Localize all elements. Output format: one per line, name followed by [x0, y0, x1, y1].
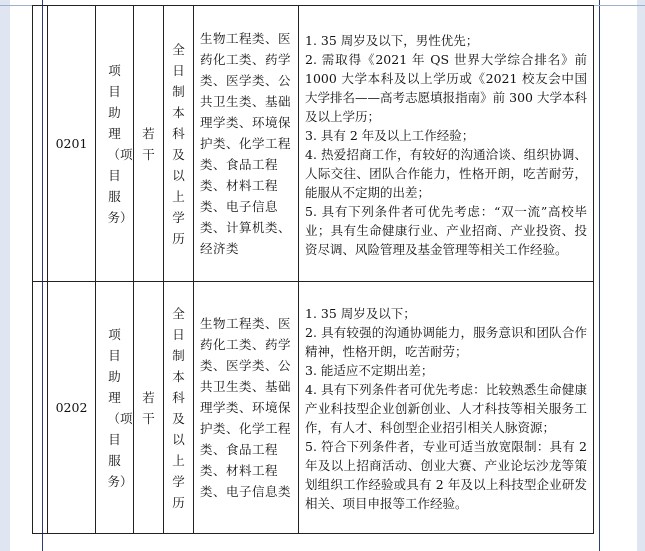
job-code: 0201 [48, 6, 96, 282]
count-cell [134, 282, 164, 534]
requirement-item: 1. 35 周岁及以下； [305, 306, 416, 321]
table-row [33, 282, 594, 534]
education-cell [164, 282, 194, 534]
major-list: 生物工程类、医药化工类、药学类、医学类、公共卫生类、基础理学类、环境保护类、化学工程类、食品工程类、材料工程类、电子信息类 [200, 316, 292, 499]
major-list: 生物工程类、医药化工类、药学类、医学类、公共卫生类、基础理学类、环境保护类、化学工程类、食品工程类、材料工程类、电子信息类、计算机类、经济类 [200, 31, 292, 256]
requirement-item: 3. 具有 2 年及以上工作经验； [305, 127, 475, 143]
requirements-cell [299, 6, 594, 282]
education-cell [164, 6, 194, 282]
requirement-item: 4. 热爱招商工作，有较好的沟通洽谈、组织协调、人际交往、团队合作能力，性格开朗，吃苦耐劳，能服从不定期的出差； [305, 146, 587, 200]
count-cell [134, 6, 164, 282]
requirement-item: 3. 能适应不定期出差； [305, 363, 434, 378]
education-requirement: 全日制本科及以上学历 [172, 305, 185, 510]
requirement-item: 5. 符合下列条件者，专业可适当放宽限制：具有 2 年及以上招商活动、创业大赛、产业论坛沙龙等策划组织工作经验或具有 2 年及以上科技型企业研发相关、项目申报等工作经验。 [305, 439, 587, 511]
requirement-item: 4. 具有下列条件者可优先考虑：比较熟悉生命健康产业科技型企业创新创业、人才科技等相关服务工作，有人才、科创型企业招引相关人脉资源； [305, 382, 587, 435]
position-name: 项目助理（项目服务） [107, 326, 133, 489]
requirements-cell [299, 282, 594, 534]
requirement-item: 2. 具有较强的沟通协调能力，服务意识和团队合作精神，性格开朗，吃苦耐劳； [305, 325, 587, 359]
position-name: 项目助理（项目服务） [107, 62, 133, 225]
major-cell [194, 282, 299, 534]
position-cell [96, 6, 134, 282]
requirement-item: 1. 35 周岁及以下，男性优先； [305, 32, 479, 48]
blank-cell [33, 6, 48, 282]
requirement-item: 2. 需取得《2021 年 QS 世界大学综合排名》前 1000 大学本科及以上学历或《2021 校友会中国大学排名——高考志愿填报指南》前 300 大学本科及以上学历； [305, 51, 587, 124]
position-cell [96, 282, 134, 534]
requirement-item: 5. 具有下列条件者可优先考虑：“双一流”高校毕业；具有生命健康行业、产业招商、产业投资、投资尽调、风险管理及基金管理等相关工作经验。 [305, 203, 587, 257]
blank-cell [33, 282, 48, 534]
job-table [32, 5, 594, 534]
job-code: 0202 [48, 282, 96, 534]
major-cell [194, 6, 299, 282]
education-requirement: 全日制本科及以上学历 [172, 41, 185, 246]
table-row [33, 6, 594, 282]
margin-guide-right [599, 0, 600, 551]
headcount: 若干 [142, 125, 155, 162]
headcount: 若干 [142, 389, 155, 426]
